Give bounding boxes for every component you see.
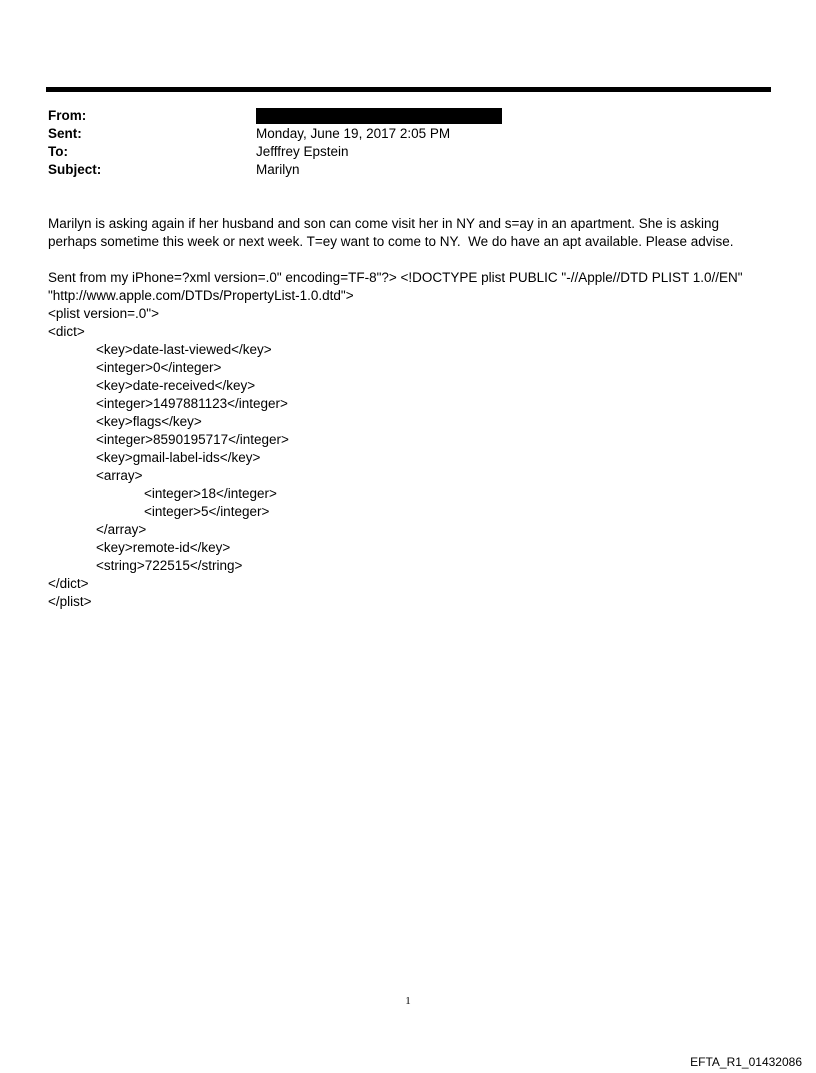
xml-line: </plist> xyxy=(48,594,92,609)
to-value: Jefffrey Epstein xyxy=(256,144,349,159)
xml-line: <plist version=.0"> xyxy=(48,306,159,321)
to-row xyxy=(48,143,768,161)
xml-line: <integer>5</integer> xyxy=(144,504,270,519)
xml-line: <key>date-received</key> xyxy=(96,378,256,393)
document-id: EFTA_R1_01432086 xyxy=(690,1055,802,1069)
xml-line: <integer>8590195717</integer> xyxy=(96,432,289,447)
from-value xyxy=(256,107,768,125)
page-number: 1 xyxy=(405,995,411,1007)
sent-label: Sent: xyxy=(48,126,82,141)
from-row xyxy=(48,107,768,125)
xml-line: <integer>18</integer> xyxy=(144,486,277,501)
email-header xyxy=(48,107,768,179)
email-body xyxy=(48,215,770,611)
header-rule xyxy=(46,87,771,92)
xml-line: <array> xyxy=(96,468,143,483)
xml-line: </array> xyxy=(96,522,147,537)
xml-line: <key>gmail-label-ids</key> xyxy=(96,450,261,465)
xml-line: <integer>0</integer> xyxy=(96,360,222,375)
xml-line: <dict> xyxy=(48,324,85,339)
xml-line: <key>date-last-viewed</key> xyxy=(96,342,272,357)
to-label: To: xyxy=(48,144,68,159)
subject-label: Subject: xyxy=(48,162,102,177)
sent-value: Monday, June 19, 2017 2:05 PM xyxy=(256,126,451,141)
xml-line: <key>flags</key> xyxy=(96,414,202,429)
sent-from-line: Sent from my iPhone=?xml version=.0" encoding=TF-8"?> <!DOCTYPE plist PUBLIC "-//Apple//DTD PLIST 1.0//EN" "http://www.apple.com/DTDs/PropertyList-1.0.dtd"> xyxy=(48,270,747,303)
xml-line: </dict> xyxy=(48,576,89,591)
subject-row xyxy=(48,161,768,179)
paragraph-gap xyxy=(48,251,770,269)
sent-row xyxy=(48,125,768,143)
redaction-block xyxy=(256,108,502,124)
xml-line: <string>722515</string> xyxy=(96,558,243,573)
subject-value: Marilyn xyxy=(256,162,300,177)
xml-line: <key>remote-id</key> xyxy=(96,540,231,555)
message-paragraph: Marilyn is asking again if her husband and son can come visit her in NY and s=ay in an apartment. She is asking perhaps sometime this week or next week. T=ey want to come to NY. We do have an apt available. Please advise. xyxy=(48,216,734,249)
from-label: From: xyxy=(48,108,87,123)
xml-line: <integer>1497881123</integer> xyxy=(96,396,288,411)
